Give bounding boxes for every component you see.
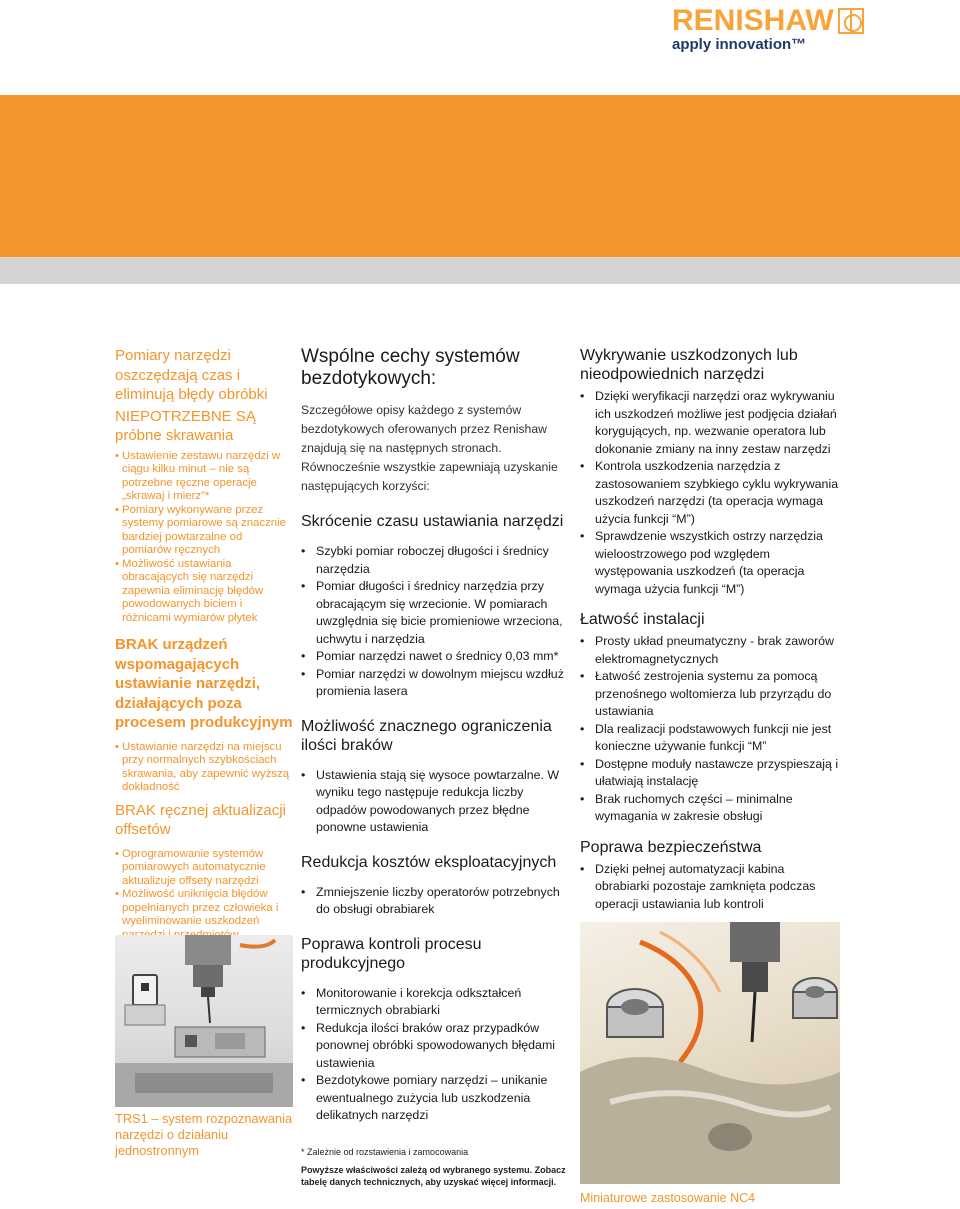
column-middle: [301, 346, 566, 1125]
list-item: • Dostępne moduły nastawcze przyspieszają i ułatwiają instalację: [580, 756, 840, 791]
list-item: • Dzięki weryfikacji narzędzi oraz wykrywaniu ich uszkodzeń możliwe jest podjęcia działań korygujących, np. wezwanie operatora lub dokonanie zmiany na inny zestaw narzędzi: [580, 388, 840, 458]
list-item: • Zmniejszenie liczby operatorów potrzebnych do obsługi obrabiarek: [301, 884, 566, 919]
grey-band: [0, 257, 960, 284]
left-list-1: [115, 450, 293, 626]
list-item: • Kontrola uszkodzenia narzędzia z zastosowaniem szybkiego cyklu wykrywania uszkodzeń narzędzi (ta operacja wymaga użycia funkcji “M”): [580, 458, 840, 528]
left-heading-3: BRAK urządzeń wspomagających ustawianie narzędzi, działających poza procesem produkcyjnym: [115, 636, 293, 731]
trs1-photo: [115, 935, 293, 1107]
renishaw-logo: [672, 6, 892, 36]
footnote-asterisk: * Zależnie od rozstawienia i zamocowania: [301, 1147, 469, 1157]
left-heading-2: NIEPOTRZEBNE SĄ próbne skrawania: [115, 407, 256, 444]
list-item: • Redukcja ilości braków oraz przypadków ponownej obróbki spowodowanych błędami ustawienia: [301, 1020, 566, 1073]
list-item: • Sprawdzenie wszystkich ostrzy narzędzia wieloostrzowego pod względem występowania uszkodzeń (ta operacja wymaga użycia funkcji “M”): [580, 528, 840, 598]
trs1-illustration: [115, 935, 293, 1107]
column-left: [115, 346, 293, 962]
list-item: • Ustawienia stają się wysoce powtarzalne. W wyniku tego następuje redukcja liczby odpadów powodowanych przez błędne ponowne ustawienia: [301, 767, 566, 837]
section-heading: Możliwość znacznego ograniczenia ilości braków: [301, 717, 552, 754]
section-list: [580, 388, 840, 598]
section-heading: Skrócenie czasu ustawiania narzędzi: [301, 513, 564, 530]
orange-banner: [0, 95, 960, 257]
logo-mark-icon: [838, 8, 864, 34]
list-item: • Pomiar narzędzi nawet o średnicy 0,03 mm*: [301, 648, 566, 666]
section-heading: Wykrywanie uszkodzonych lub nieodpowiednich narzędzi: [580, 347, 798, 383]
column-right: [580, 346, 840, 913]
list-item: • Łatwość zestrojenia systemu za pomocą przenośnego woltomierza lub przyrządu do ustawiania: [580, 668, 840, 721]
middle-intro-1: Szczegółowe opisy każdego z systemów bezdotykowych oferowanych przez Renishaw znajdują się na następnych stronach.: [301, 403, 547, 455]
list-item: • Prosty układ pneumatyczny - brak zaworów elektromagnetycznych: [580, 633, 840, 668]
list-item: • Pomiar długości i średnicy narzędzia przy obracającym się wrzecionie. W pomiarach uwzględnia się bicie promieniowe wrzeciona, uchwytu i narzędzia: [301, 578, 566, 648]
list-item: • Bezdotykowe pomiary narzędzi – unikanie ewentualnego zużycia lub uszkodzenia delikatnych narzędzi: [301, 1072, 566, 1125]
logo-wordmark: RENISHAW: [672, 4, 834, 37]
middle-intro-2: Równocześnie wszystkie zapewniają uzyskanie następujących korzyści:: [301, 460, 558, 493]
middle-title: Wspólne cechy systemów bezdotykowych:: [301, 346, 520, 389]
left-heading-1: Pomiary narzędzi oszczędzają czas i eliminują błędy obróbki: [115, 347, 268, 403]
list-item: • Oprogramowanie systemów pomiarowych automatycznie aktualizuje offsety narzędzi: [115, 848, 293, 889]
section-heading: Poprawa bezpieczeństwa: [580, 838, 762, 856]
list-item: • Pomiary wykonywane przez systemy pomiarowe są znacznie bardziej powtarzalne od pomiarów ręcznych: [115, 504, 293, 558]
list-item: • Możliwość ustawiania obracających się narzędzi zapewnia eliminację błędów powodowanych biciem i różnicami wymiarów płytek: [115, 558, 293, 626]
list-item: • Brak ruchomych części – minimalne wymagania w zakresie obsługi: [580, 791, 840, 826]
section-heading: Poprawa kontroli procesu produkcyjnego: [301, 935, 482, 972]
nc4-photo: [580, 922, 840, 1184]
section-heading: Redukcja kosztów eksploatacyjnych: [301, 853, 557, 871]
left-photo-caption: TRS1 – system rozpoznawania narzędzi o działaniu jednostronnym: [115, 1111, 293, 1158]
left-heading-4: BRAK ręcznej aktualizacji offsetów: [115, 801, 286, 838]
list-item: • Monitorowanie i korekcja odkształceń termicznych obrabiarki: [301, 985, 566, 1020]
left-list-2: [115, 741, 293, 795]
section-list: [301, 543, 566, 701]
section-list: [301, 985, 566, 1125]
section-list: [580, 633, 840, 826]
right-photo-caption: Miniaturowe zastosowanie NC4: [580, 1191, 756, 1205]
tagline: apply innovation™: [672, 36, 807, 53]
list-item: • Dzięki pełnej automatyzacji kabina obrabiarki pozostaje zamknięta podczas operacji ustawiania lub kontroli: [580, 861, 840, 914]
list-item: • Ustawienie zestawu narzędzi w ciągu kilku minut – nie są potrzebne ręczne operacje „skrawaj i mierz”*: [115, 450, 293, 504]
nc4-illustration: [580, 922, 840, 1184]
section-list: [301, 884, 566, 919]
section-list: [580, 861, 840, 914]
list-item: • Szybki pomiar roboczej długości i średnicy narzędzia: [301, 543, 566, 578]
list-item: • Dla realizacji podstawowych funkcji nie jest konieczne używanie funkcji “M”: [580, 721, 840, 756]
list-item: • Ustawianie narzędzi na miejscu przy normalnych szybkościach skrawania, aby zapewnić wyższą dokładność: [115, 741, 293, 795]
section-list: [301, 767, 566, 837]
footnote-note: Powyższe właściwości zależą od wybranego systemu. Zobacz tabelę danych technicznych, aby uzyskać więcej informacji.: [301, 1165, 566, 1187]
list-item: • Możliwość uniknięcia błędów popełnianych przez człowieka i wyeliminowanie uszkodzeń: [115, 888, 293, 956]
section-heading: Łatwość instalacji: [580, 611, 705, 628]
list-item: • Pomiar narzędzi w dowolnym miejscu wzdłuż promienia lasera: [301, 666, 566, 701]
